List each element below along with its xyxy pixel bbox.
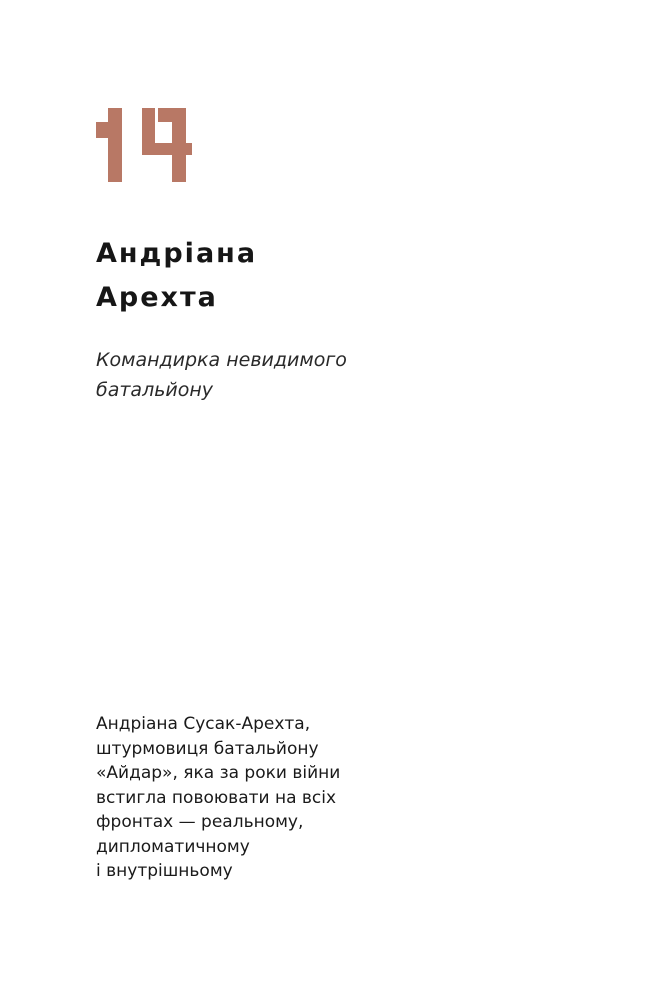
summary-line-2: штурмовиця батальйону <box>96 738 319 759</box>
summary-line-3: «Айдар», яка за роки війни <box>96 763 341 783</box>
summary-line-5: фронтах — реальному, <box>96 812 304 832</box>
chapter-subtitle-line-1: Командирка невидимого <box>96 349 347 371</box>
chapter-title <box>96 232 257 320</box>
chapter-title-line-1: Андріана <box>96 238 258 269</box>
summary-line-4: встигла повоювати на всіх <box>96 787 337 808</box>
chapter-number <box>96 108 192 184</box>
summary-line-6: дипломатичному <box>96 836 250 857</box>
chapter-number-graphic <box>96 108 192 184</box>
chapter-subtitle-line-2: батальйону <box>96 379 214 401</box>
chapter-subtitle <box>96 345 347 405</box>
summary-line-1: Андріана Сусак-Арехта, <box>96 714 311 734</box>
chapter-number-text <box>96 184 97 185</box>
chapter-summary <box>96 712 340 884</box>
summary-line-7: і внутрішньому <box>96 861 233 881</box>
chapter-title-line-2: Арехта <box>96 282 218 313</box>
